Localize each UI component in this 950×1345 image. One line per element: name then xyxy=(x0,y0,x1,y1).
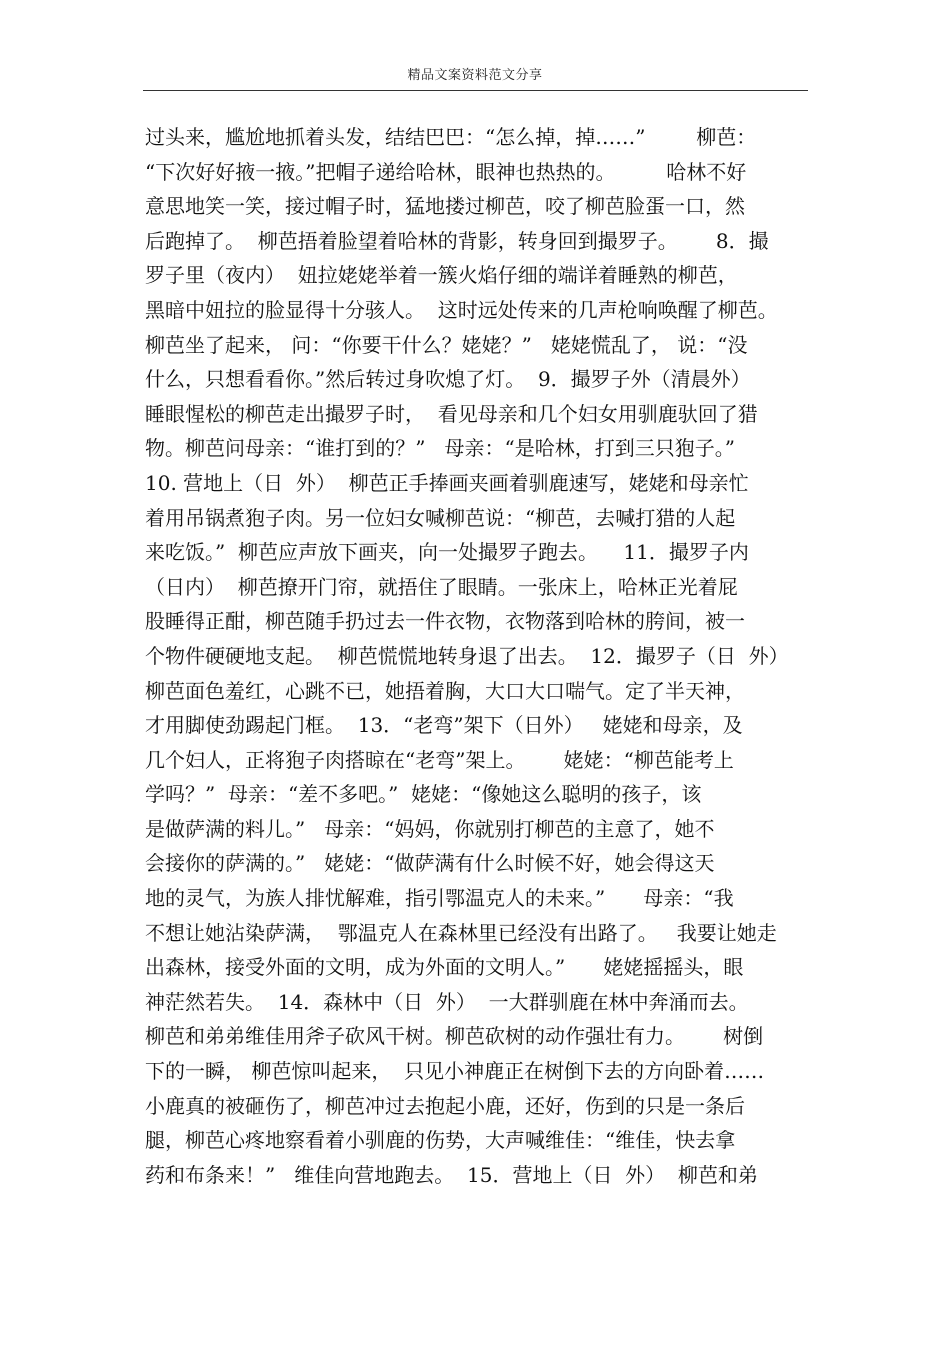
text-line: （日内） 柳芭撩开门帘，就捂住了眼睛。一张床上，哈林正光着屁 xyxy=(145,574,738,599)
body-text xyxy=(145,120,815,1192)
header-divider xyxy=(143,90,808,91)
text-line: “下次好好掖一掖。”把帽子递给哈林，眼神也热热的。 哈林不好 xyxy=(145,159,747,184)
text-line: 物。柳芭问母亲：“谁打到的？” 母亲：“是哈林，打到三只狍子。” xyxy=(145,436,735,461)
text-line: 会接你的萨满的。” 姥姥：“做萨满有什么时候不好，她会得这天 xyxy=(145,851,715,876)
text-line: 什么，只想看看你。”然后转过身吹熄了灯。 9．撮罗子外（清晨外） xyxy=(145,367,751,392)
text-line: 柳芭坐了起来， 问：“你要干什么？姥姥？” 姥姥慌乱了， 说：“没 xyxy=(145,332,748,357)
text-line: 黑暗中妞拉的脸显得十分骇人。 这时远处传来的几声枪响唤醒了柳芭。 xyxy=(145,297,778,322)
text-line: 着用吊锅煮狍子肉。另一位妇女喊柳芭说：“柳芭，去喊打猎的人起 xyxy=(145,505,736,530)
text-line: 才用脚使劲踢起门框。 13．“老弯”架下（日外） 姥姥和母亲，及 xyxy=(145,713,743,738)
text-line: 腿，柳芭心疼地察看着小驯鹿的伤势，大声喊维佳：“维佳，快去拿 xyxy=(145,1128,736,1153)
text-line: 柳芭面色羞红，心跳不已，她捂着胸，大口大口喘气。定了半天神， xyxy=(145,678,745,703)
text-line: 是做萨满的料儿。” 母亲：“妈妈，你就别打柳芭的主意了，她不 xyxy=(145,816,715,841)
text-line: 后跑掉了。 柳芭捂着脸望着哈林的背影，转身回到撮罗子。 8．撮 xyxy=(145,228,769,253)
text-line: 学吗？” 母亲：“差不多吧。” 姥姥：“像她这么聪明的孩子，该 xyxy=(145,782,702,807)
text-line: 出森林，接受外面的文明，成为外面的文明人。” 姥姥摇摇头，眼 xyxy=(145,955,744,980)
text-line: 个物件硬硬地支起。 柳芭慌慌地转身退了出去。 12．撮罗子（日 外） xyxy=(145,643,789,668)
text-line: 睡眼惺松的柳芭走出撮罗子时， 看见母亲和几个妇女用驯鹿驮回了猎 xyxy=(145,401,758,426)
text-line: 柳芭和弟弟维佳用斧子砍风干树。柳芭砍树的动作强壮有力。 树倒 xyxy=(145,1024,764,1049)
text-line: 过头来，尴尬地抓着头发，结结巴巴：“怎么掉，掉……” 柳芭： xyxy=(145,125,757,149)
page-header: 精品文案资料范文分享 xyxy=(407,68,543,83)
text-line: 罗子里（夜内） 妞拉姥姥举着一簇火焰仔细的端详着睡熟的柳芭， xyxy=(145,263,738,288)
text-line: 意思地笑一笑，接过帽子时，猛地搂过柳芭，咬了柳芭脸蛋一口，然 xyxy=(145,194,745,219)
text-line: 不想让她沾染萨满， 鄂温克人在森林里已经没有出路了。 我要让她走 xyxy=(145,920,777,945)
text-line: 神茫然若失。 14．森林中（日 外） 一大群驯鹿在林中奔涌而去。 xyxy=(145,989,749,1014)
text-line: 股睡得正酣，柳芭随手扔过去一件衣物，衣物落到哈林的胯间，被一 xyxy=(145,609,745,634)
text-line: 10. 营地上（日 外） 柳芭正手捧画夹画着驯鹿速写，姥姥和母亲忙 xyxy=(145,470,749,495)
text-line: 来吃饭。” 柳芭应声放下画夹，向一处撮罗子跑去。 11．撮罗子内 xyxy=(145,540,749,565)
text-line: 药和布条来！” 维佳向营地跑去。 15．营地上（日 外） 柳芭和弟 xyxy=(145,1162,758,1187)
text-line: 小鹿真的被砸伤了，柳芭冲过去抱起小鹿，还好，伤到的只是一条后 xyxy=(145,1093,745,1118)
text-line: 地的灵气，为族人排忧解难，指引鄂温克人的未来。” 母亲：“我 xyxy=(145,886,734,911)
text-line: 几个妇人，正将狍子肉搭晾在“老弯”架上。 姥姥：“柳芭能考上 xyxy=(145,747,734,772)
text-line: 下的一瞬， 柳芭惊叫起来， 只见小神鹿正在树倒下去的方向卧着…… xyxy=(145,1059,765,1084)
